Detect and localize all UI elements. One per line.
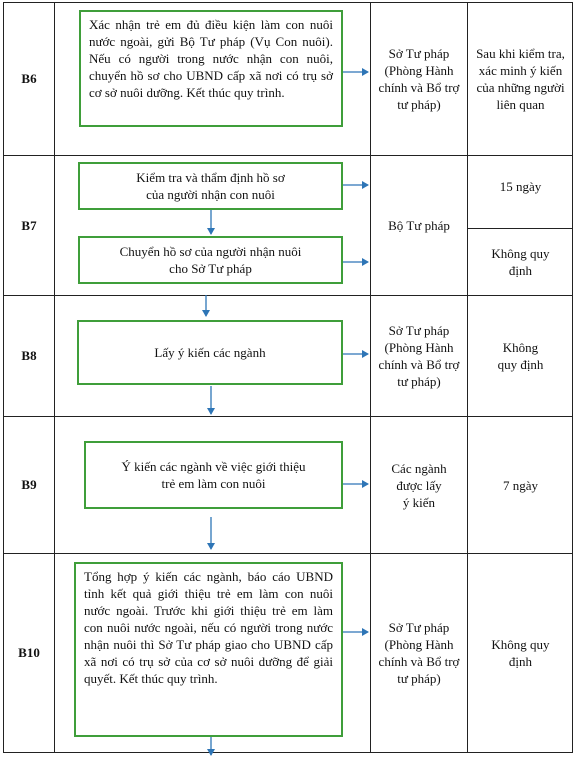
time-cell: 7 ngày bbox=[502, 477, 539, 493]
step-label: B6 bbox=[21, 71, 37, 86]
action-box: Lấy ý kiến các ngành bbox=[77, 320, 343, 385]
time-cell: Không quy định bbox=[491, 246, 550, 278]
agency-cell: Sở Tư pháp (Phòng Hành chính và Bổ trợ tư pháp) bbox=[378, 323, 460, 389]
step-label: B9 bbox=[21, 477, 37, 492]
time-cell: Không quy định bbox=[497, 340, 544, 372]
agency-cell: Sở Tư pháp (Phòng Hành chính và Bổ trợ tư pháp) bbox=[378, 620, 460, 686]
action-box: Xác nhận trẻ em đủ điều kiện làm con nuôi nước ngoài, gửi Bộ Tư pháp (Vụ Con nuôi). Nếu có người trong nước nhận con nuôi, chuyển hồ sơ cho UBND cấp xã nơi có trụ sở cơ sở nuôi dưỡng. Kết thúc quy trình. bbox=[79, 10, 343, 127]
time-cell: 15 ngày bbox=[499, 179, 542, 194]
step-label: B10 bbox=[18, 645, 40, 660]
time-cell: Không quy định bbox=[491, 637, 550, 669]
step-label: B7 bbox=[21, 217, 37, 233]
action-box: Tổng hợp ý kiến các ngành, báo cáo UBND tỉnh kết quả giới thiệu trẻ em làm con nuôi nước ngoài. Trước khi giới thiệu trẻ em làm con nuôi nước ngoài, nếu có người trong nước nhận nuôi thì Sở Tư pháp giao cho UBND cấp xã nơi có trụ sở của cơ sở nuôi dưỡng để giải quyết. Kết thúc quy trình. bbox=[74, 562, 343, 737]
agency-cell: Sở Tư pháp (Phòng Hành chính và Bổ trợ tư pháp) bbox=[378, 46, 460, 112]
agency-cell: Bộ Tư pháp bbox=[388, 218, 450, 233]
agency-cell: Các ngành được lấy ý kiến bbox=[391, 460, 447, 510]
table-border-right bbox=[572, 2, 573, 753]
time-cell: Sau khi kiểm tra, xác minh ý kiến của những người liên quan bbox=[476, 46, 565, 112]
action-box: Kiểm tra và thẩm định hồ sơ của người nhận con nuôi bbox=[78, 162, 343, 210]
table-border-bottom bbox=[3, 752, 573, 753]
step-label: B8 bbox=[21, 348, 37, 363]
action-box: Ý kiến các ngành về việc giới thiệu trẻ em làm con nuôi bbox=[84, 441, 343, 509]
action-box: Chuyển hồ sơ của người nhận nuôi cho Sở Tư pháp bbox=[78, 236, 343, 284]
